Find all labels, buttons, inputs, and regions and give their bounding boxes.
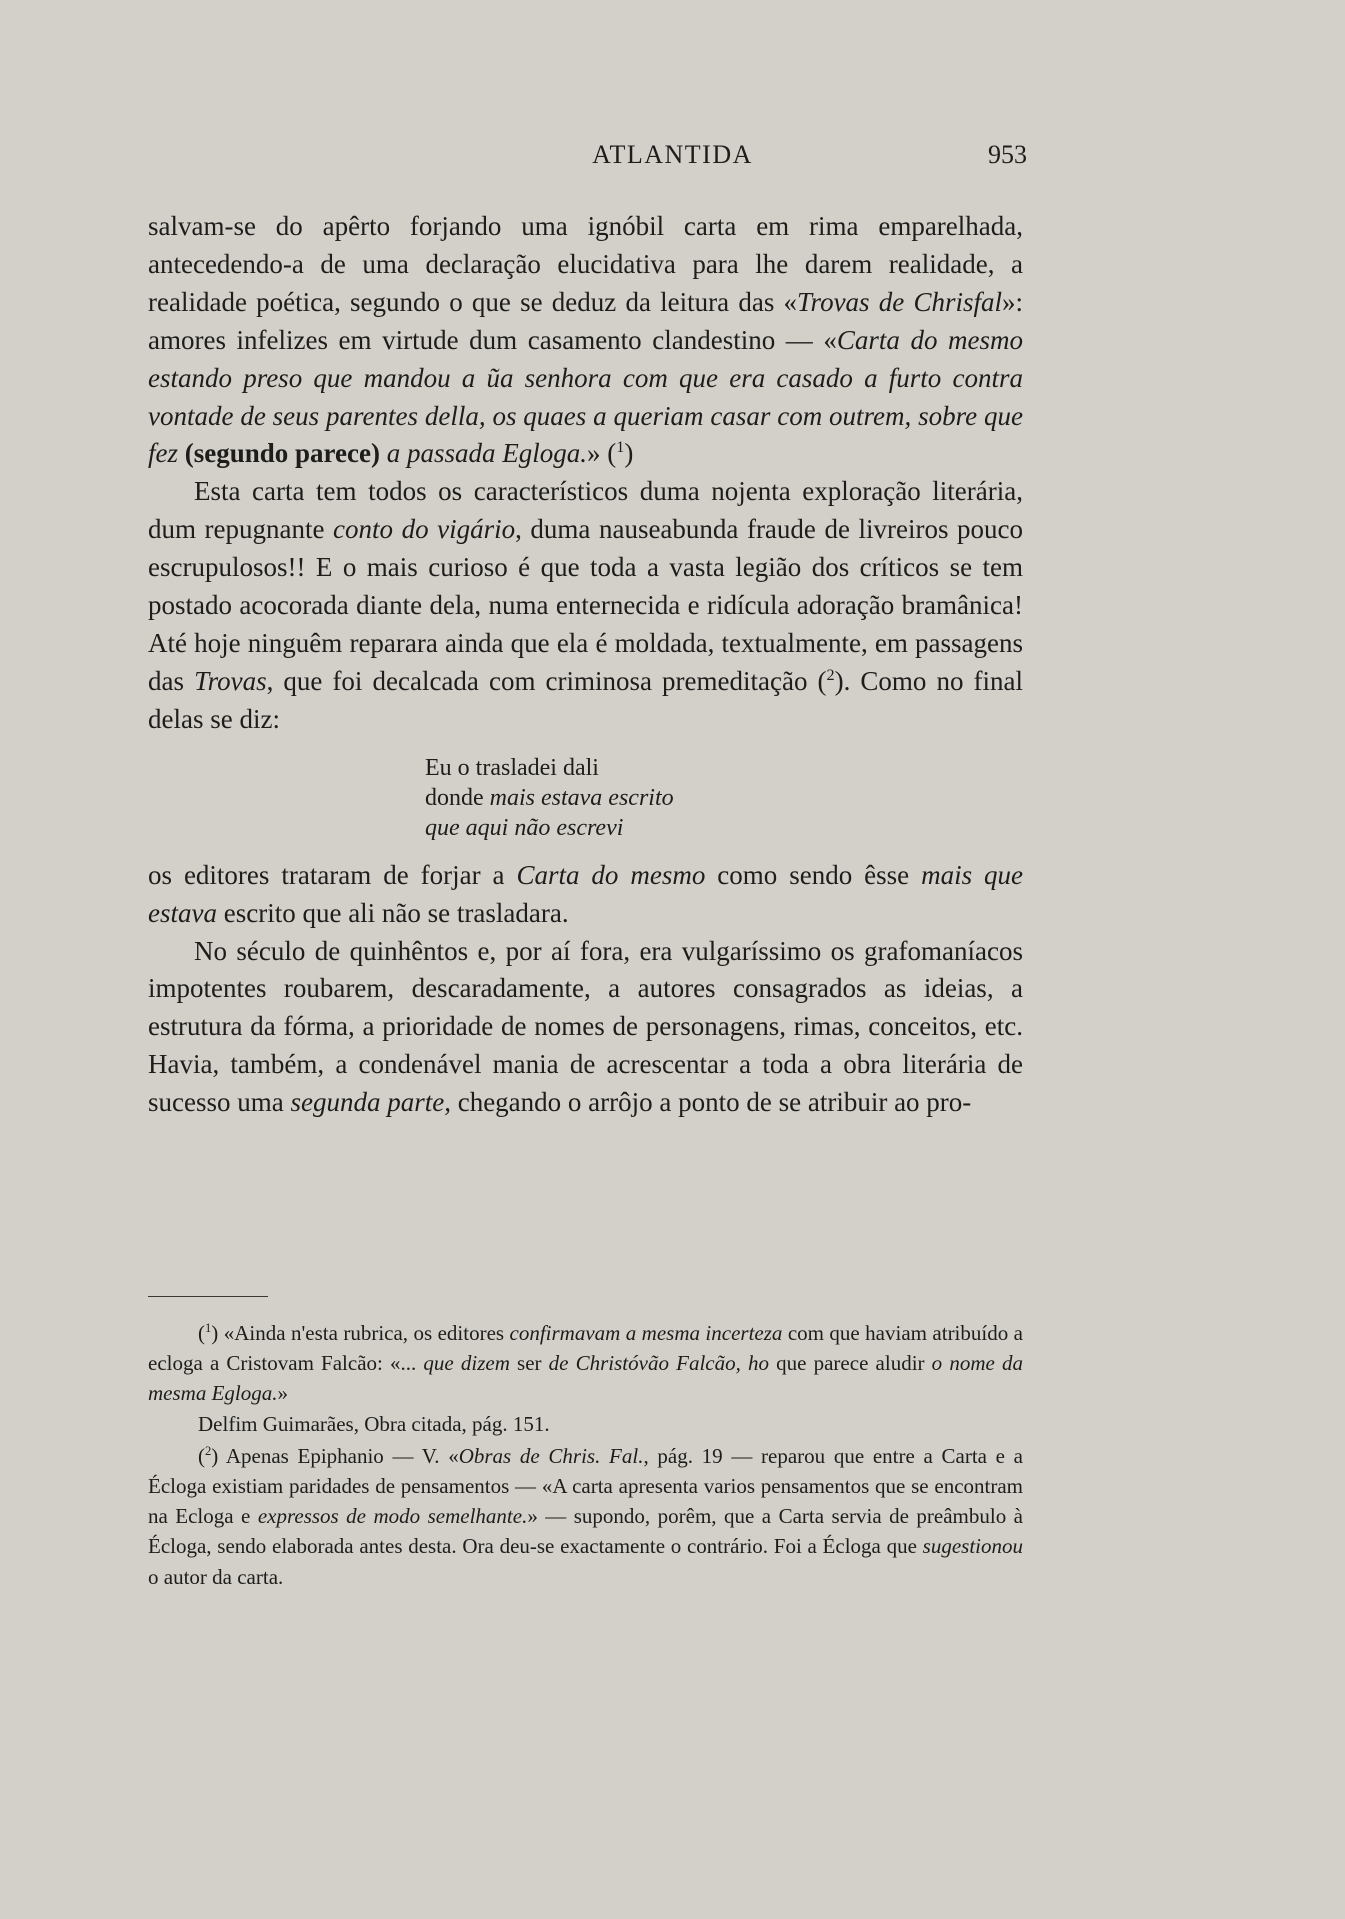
running-head: ATLANTIDA [592,140,753,169]
verse-line-2: donde mais estava escrito [425,784,674,811]
page-header [0,140,1345,180]
footnote-divider [148,1296,268,1297]
verse-line-3: que aqui não escrevi [425,814,624,841]
footnote-ref-1: 1 [616,438,625,457]
paragraph-3: os editores trataram de forjar a Carta do mesmo como sendo êsse mais que estava escrito que ali não se trasladara. [148,859,1024,928]
footnote-2: ($^2$) Apenas Epiphanio — V. «Obras de Chris. Fal., pág. 19 — reparou que entre a Carta e a Écloga existiam paridades de pensamentos — «A carta apresenta varios pensamentos que se encontram na Ecloga e expressos de modo semelhante.» — supondo, porêm, que a Carta servia de preâmbulo à Écloga, sendo elaborada antes desta. Ora deu-se exactamente o contrário. Foi a Écloga que sugestionou o autor da carta. [148,1443,1024,1589]
paragraph-4: No século de quinhêntos e, por aí fora, era vulgaríssimo os grafomaníacos impotentes roubarem, descaradamente, a autores consagrados as ideias, a estrutura da fórma, a prioridade de nomes de personagens, rimas, conceitos, etc. Havia, também, a condenável mania de acrescentar a toda a obra literária de sucesso uma segunda parte, chegando o arrôjo a ponto de se atribuir ao pro- [148,935,1023,1118]
paragraph-1: salvam-se do apêrto forjando uma ignóbil carta em rima emparelhada, antecedendo-a de uma declaração elucidativa para lhe darem realidade, a realidade poética, segundo o que se deduz da leitura das «Trovas de Chrisfal»: amores infelizes em virtude dum casamento clandestino — «Carta do mesmo estando preso que mandou a ũa senhora com que era casado a furto contra vontade de seus parentes della, os quaes a queriam casar com outrem, sobre que fez (segundo parece) a passada Egloga.» ($^1$) [148,211,1024,469]
footnote-1: ($^1$) «Ainda n'esta rubrica, os editores confirmavam a mesma incerteza com que haviam atribuído a ecloga a Cristovam Falcão: «... que dizem ser de Christóvão Falcão, ho que parece aludir o nome da mesma Egloga.» [148,1321,1023,1406]
footnote-ref-2: 2 [826,665,835,684]
paragraph-2: Esta carta tem todos os característicos duma nojenta exploração literária, dum repugnante conto do vigário, duma nauseabunda fraude de livreiros pouco escrupulosos!! E o mais curioso é que toda a vasta legião dos críticos se tem postado acocorada diante dela, numa enternecida e ridícula adoração bramânica! Até hoje ninguêm reparara ainda que ela é moldada, textualmente, em passagens das Trovas, que foi decalcada com criminosa premeditação ($^2$). Como no final delas se diz: [148,476,1023,734]
main-text [148,208,1023,1122]
footnotes [148,1318,1023,1592]
page-number: 953 [988,140,1027,169]
footnote-1-citation: Delfim Guimarães, Obra citada, pág. 151. [198,1411,550,1436]
verse-quote [425,753,1023,843]
verse-line-1: Eu o trasladei dali [425,754,599,781]
